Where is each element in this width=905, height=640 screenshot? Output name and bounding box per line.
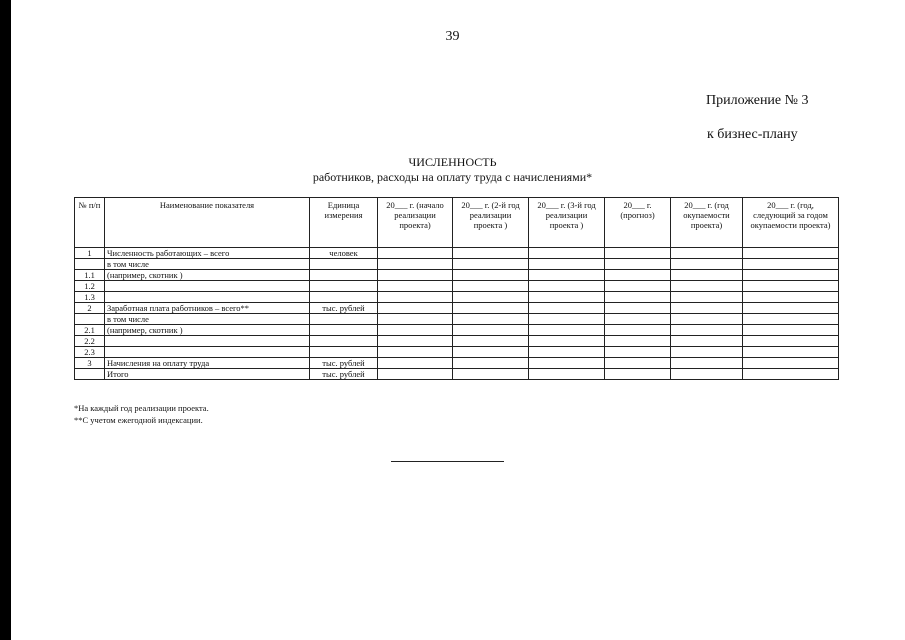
- document-subtitle: работников, расходы на оплату труда с начислениями*: [312, 170, 593, 184]
- value-cell: [453, 347, 529, 358]
- table-row: [75, 281, 839, 292]
- table-row: [75, 248, 839, 259]
- row-indicator: [105, 347, 310, 358]
- value-cell: [743, 369, 839, 380]
- row-indicator: Начисления на оплату труда: [105, 358, 310, 369]
- value-cell: [529, 325, 605, 336]
- value-cell: [453, 281, 529, 292]
- value-cell: [605, 270, 671, 281]
- value-cell: [743, 358, 839, 369]
- table-row: [75, 303, 839, 314]
- row-unit: тыс. рублей: [310, 303, 378, 314]
- value-cell: [671, 259, 743, 270]
- row-indicator: [105, 292, 310, 303]
- row-unit: [310, 336, 378, 347]
- footer-rule: [391, 461, 504, 462]
- row-unit: [310, 281, 378, 292]
- row-unit: [310, 347, 378, 358]
- value-cell: [378, 336, 453, 347]
- value-cell: [605, 358, 671, 369]
- value-cell: [529, 314, 605, 325]
- row-number: 1: [75, 248, 105, 259]
- value-cell: [605, 336, 671, 347]
- row-indicator: Итого: [105, 369, 310, 380]
- value-cell: [605, 369, 671, 380]
- value-cell: [671, 314, 743, 325]
- value-cell: [671, 281, 743, 292]
- value-cell: [671, 369, 743, 380]
- value-cell: [605, 259, 671, 270]
- value-cell: [453, 303, 529, 314]
- value-cell: [529, 248, 605, 259]
- value-cell: [529, 347, 605, 358]
- value-cell: [605, 281, 671, 292]
- scan-left-edge: [0, 0, 11, 640]
- row-unit: [310, 292, 378, 303]
- value-cell: [378, 369, 453, 380]
- row-indicator: Заработная плата работников – всего**: [105, 303, 310, 314]
- row-number: [75, 259, 105, 270]
- value-cell: [453, 270, 529, 281]
- row-indicator: в том числе: [105, 314, 310, 325]
- row-unit: [310, 325, 378, 336]
- page-number: 39: [445, 29, 460, 44]
- table-row: [75, 270, 839, 281]
- value-cell: [529, 369, 605, 380]
- value-cell: [743, 303, 839, 314]
- value-cell: [671, 303, 743, 314]
- value-cell: [671, 292, 743, 303]
- table-row: [75, 292, 839, 303]
- table-row: [75, 358, 839, 369]
- value-cell: [529, 358, 605, 369]
- value-cell: [529, 303, 605, 314]
- row-indicator: в том числе: [105, 259, 310, 270]
- header-cell-indicator: Наименование показателя: [105, 198, 310, 248]
- appendix-label: Приложение № 3: [706, 93, 809, 108]
- row-indicator: Численность работающих – всего: [105, 248, 310, 259]
- row-indicator: (например, скотник ): [105, 325, 310, 336]
- header-cell-forecast: 20___ г. (прогноз): [605, 198, 671, 248]
- value-cell: [671, 270, 743, 281]
- value-cell: [743, 281, 839, 292]
- value-cell: [529, 336, 605, 347]
- row-unit: человек: [310, 248, 378, 259]
- table-row: [75, 336, 839, 347]
- value-cell: [605, 347, 671, 358]
- table-row: [75, 259, 839, 270]
- header-cell-year-2: 20___ г. (2-й год реализации проекта ): [453, 198, 529, 248]
- row-number: 2.3: [75, 347, 105, 358]
- row-unit: [310, 270, 378, 281]
- row-indicator: [105, 281, 310, 292]
- value-cell: [671, 336, 743, 347]
- value-cell: [453, 336, 529, 347]
- value-cell: [743, 347, 839, 358]
- value-cell: [453, 259, 529, 270]
- value-cell: [529, 259, 605, 270]
- value-cell: [671, 347, 743, 358]
- document-title: ЧИСЛЕННОСТЬ: [408, 155, 497, 169]
- table-row: [75, 325, 839, 336]
- row-unit: [310, 314, 378, 325]
- value-cell: [605, 292, 671, 303]
- value-cell: [743, 270, 839, 281]
- row-number: [75, 314, 105, 325]
- row-unit: тыс. рублей: [310, 358, 378, 369]
- row-unit: [310, 259, 378, 270]
- row-indicator: (например, скотник ): [105, 270, 310, 281]
- staff-payroll-table: [74, 197, 839, 380]
- value-cell: [605, 314, 671, 325]
- table-row: [75, 314, 839, 325]
- footnotes: [74, 402, 209, 426]
- value-cell: [605, 248, 671, 259]
- value-cell: [453, 314, 529, 325]
- value-cell: [671, 248, 743, 259]
- row-number: [75, 369, 105, 380]
- row-number: 2.1: [75, 325, 105, 336]
- value-cell: [743, 292, 839, 303]
- value-cell: [743, 314, 839, 325]
- row-number: 1.3: [75, 292, 105, 303]
- value-cell: [529, 270, 605, 281]
- header-cell-after-payback: 20___ г. (год, следующий за годом окупаемости проекта): [743, 198, 839, 248]
- header-cell-number: № п/п: [75, 198, 105, 248]
- value-cell: [453, 358, 529, 369]
- table-header-row: [75, 198, 839, 248]
- value-cell: [529, 281, 605, 292]
- value-cell: [378, 259, 453, 270]
- value-cell: [378, 270, 453, 281]
- value-cell: [743, 325, 839, 336]
- value-cell: [378, 292, 453, 303]
- row-number: 1.2: [75, 281, 105, 292]
- value-cell: [671, 325, 743, 336]
- row-unit: тыс. рублей: [310, 369, 378, 380]
- value-cell: [605, 325, 671, 336]
- value-cell: [378, 303, 453, 314]
- value-cell: [671, 358, 743, 369]
- table-row: [75, 347, 839, 358]
- header-cell-year-start: 20___ г. (начало реализации проекта): [378, 198, 453, 248]
- value-cell: [378, 314, 453, 325]
- header-cell-unit: Единица измерения: [310, 198, 378, 248]
- footnote-1: *На каждый год реализации проекта.: [74, 403, 209, 413]
- value-cell: [453, 325, 529, 336]
- row-number: 2: [75, 303, 105, 314]
- value-cell: [743, 336, 839, 347]
- value-cell: [453, 248, 529, 259]
- row-indicator: [105, 336, 310, 347]
- value-cell: [743, 248, 839, 259]
- header-cell-year-3: 20___ г. (3-й год реализации проекта ): [529, 198, 605, 248]
- value-cell: [378, 358, 453, 369]
- value-cell: [453, 369, 529, 380]
- header-cell-payback-year: 20___ г. (год окупаемости проекта): [671, 198, 743, 248]
- value-cell: [378, 281, 453, 292]
- row-number: 2.2: [75, 336, 105, 347]
- table-row: [75, 369, 839, 380]
- value-cell: [378, 347, 453, 358]
- value-cell: [529, 292, 605, 303]
- business-plan-label: к бизнес-плану: [707, 127, 798, 142]
- value-cell: [453, 292, 529, 303]
- value-cell: [378, 325, 453, 336]
- value-cell: [743, 259, 839, 270]
- row-number: 3: [75, 358, 105, 369]
- value-cell: [378, 248, 453, 259]
- row-number: 1.1: [75, 270, 105, 281]
- value-cell: [605, 303, 671, 314]
- footnote-2: **С учетом ежегодной индексации.: [74, 415, 203, 425]
